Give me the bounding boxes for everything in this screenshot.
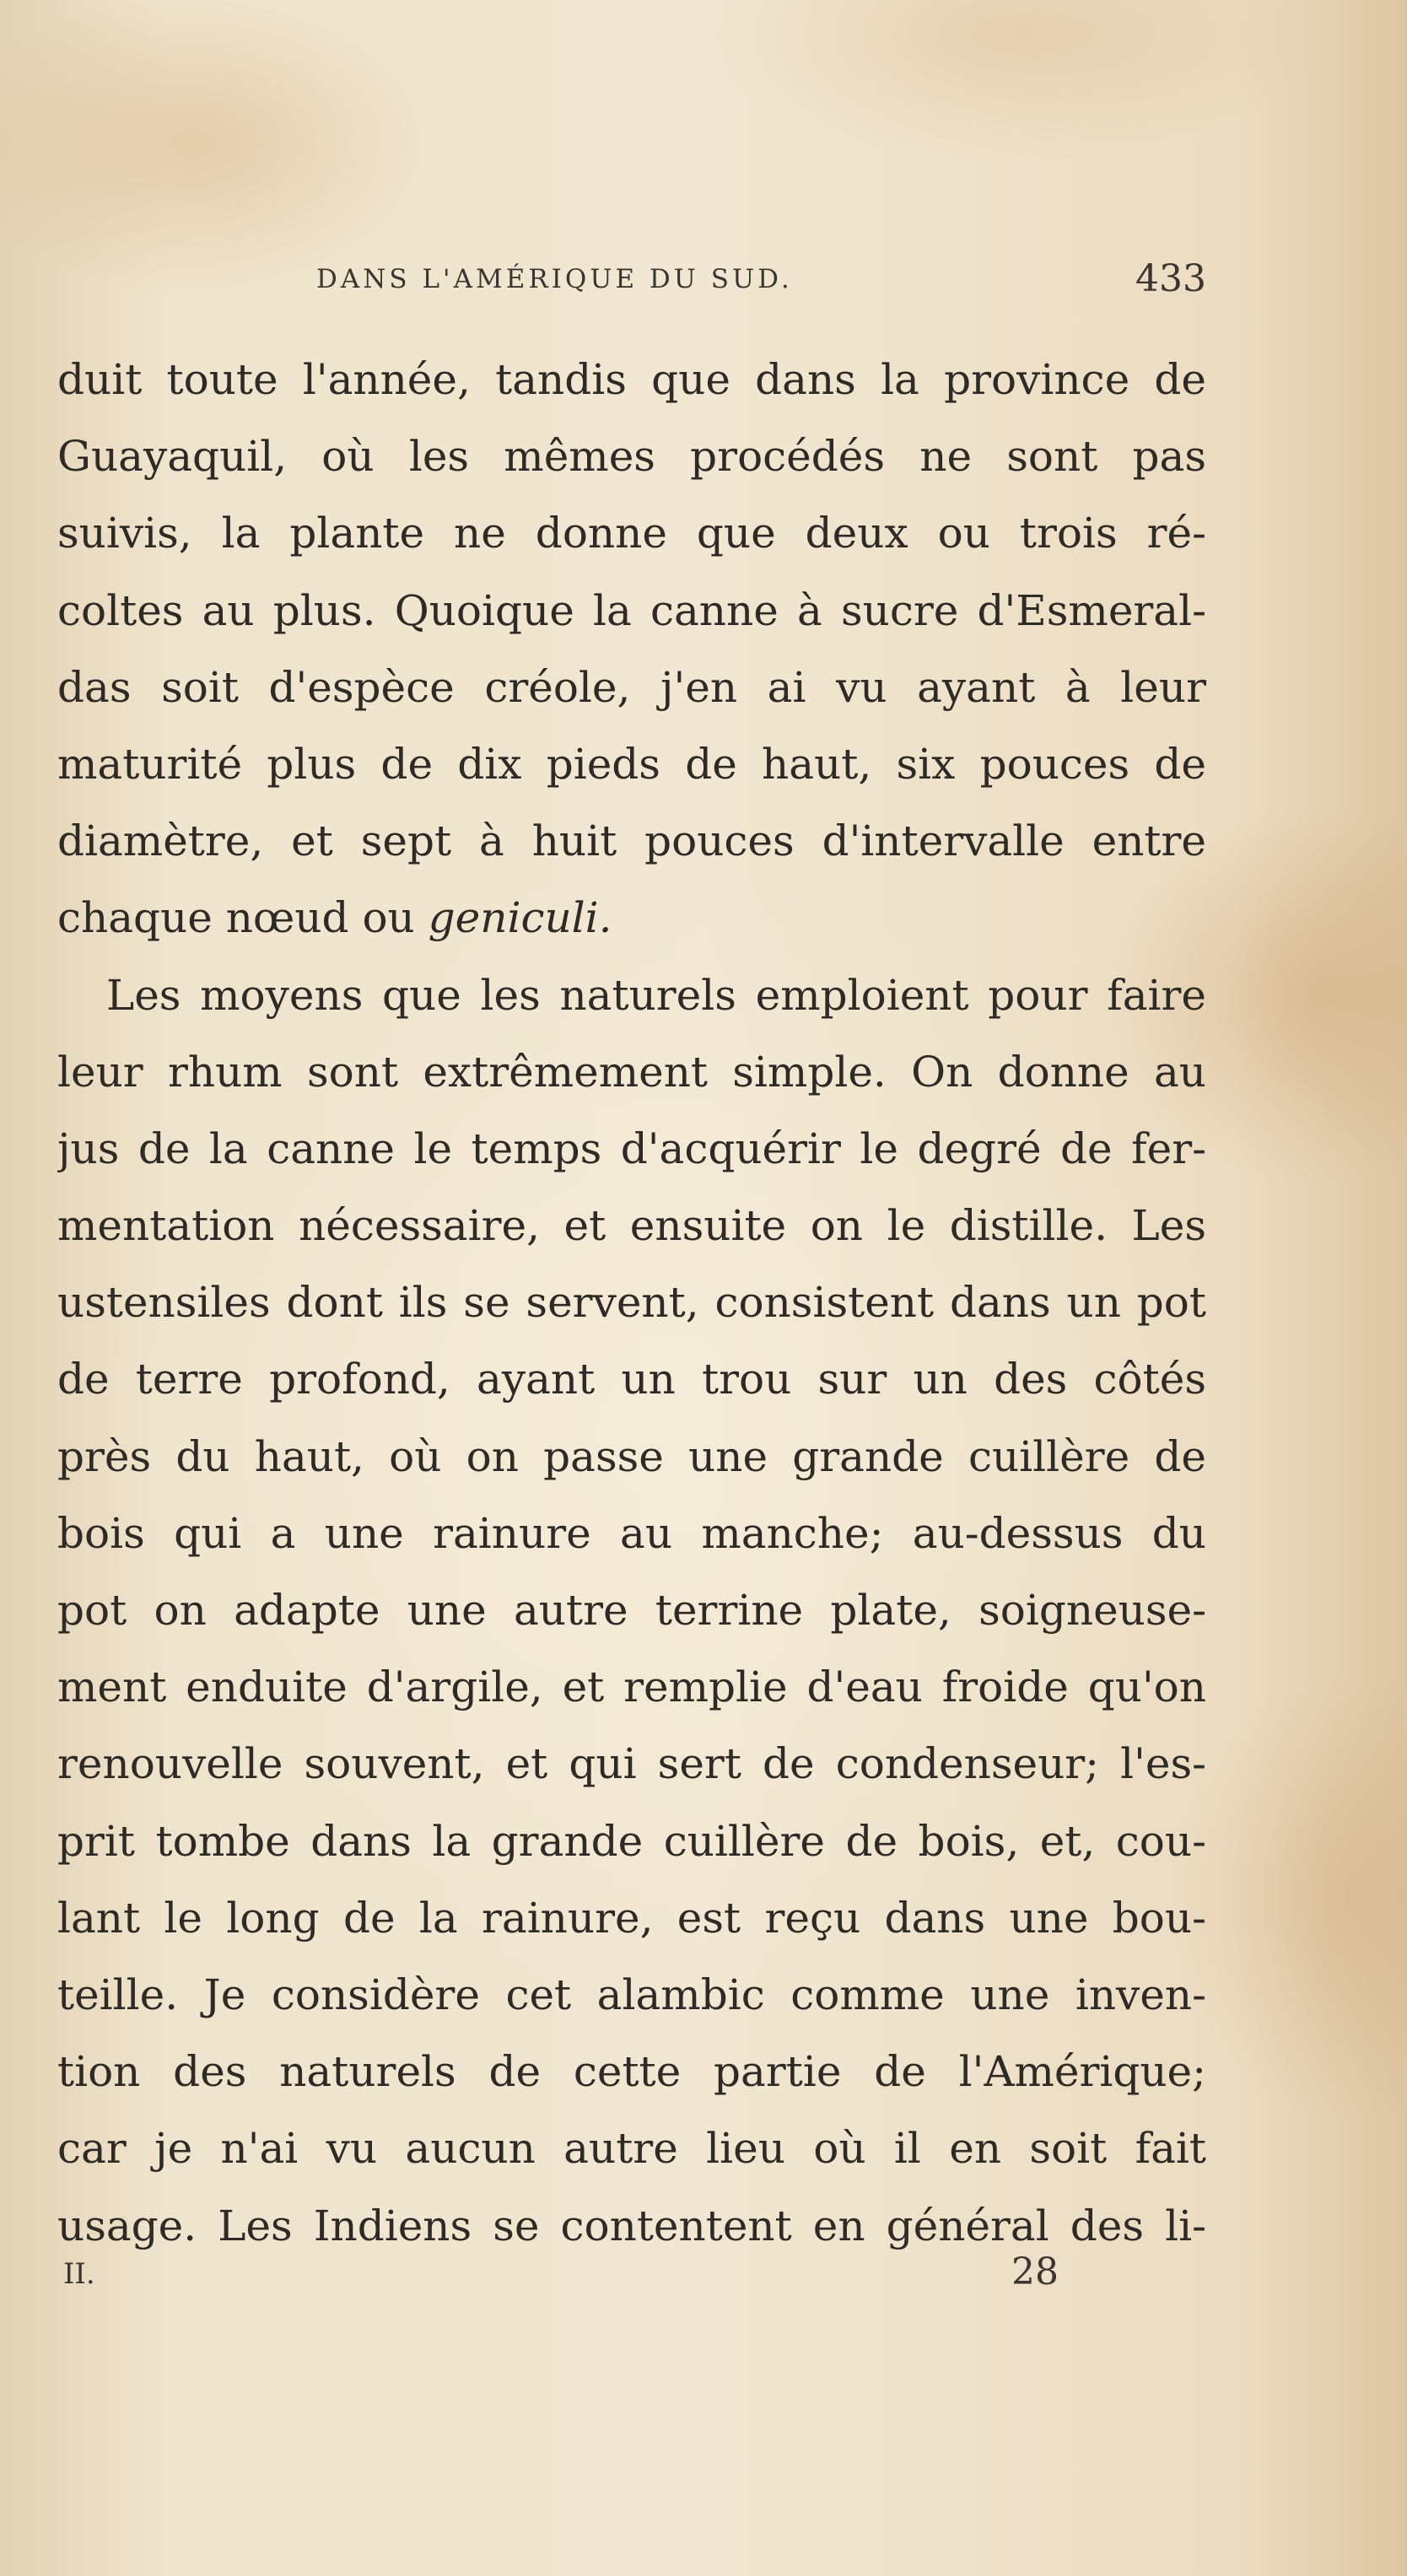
text-line-5: das soit d'espèce créole, j'en ai vu ayant à leur: [57, 662, 1206, 712]
text-line-8-main: chaque nœud ou: [57, 893, 415, 943]
page-header: [316, 257, 1206, 308]
text-line-6: maturité plus de dix pieds de haut, six pouces de: [57, 739, 1206, 789]
running-head: DANS L'AMÉRIQUE DU SUD.: [316, 264, 793, 294]
text-line-8: [57, 880, 1206, 957]
text-line-14: de terre profond, ayant un trou sur un des côtés: [57, 1355, 1206, 1404]
text-line-13: ustensiles dont ils se servent, consistent dans un pot: [57, 1278, 1206, 1328]
page-number: 433: [1135, 257, 1206, 300]
page-footer: [63, 2250, 1059, 2301]
text-line-1: duit toute l'année, tandis que dans la province de: [57, 355, 1206, 404]
text-line-18: ment enduite d'argile, et remplie d'eau froide qu'on: [57, 1663, 1206, 1712]
italic-term: geniculi.: [428, 893, 612, 943]
text-line-20: prit tombe dans la grande cuillère de bois, et, cou-: [57, 1816, 1206, 1866]
text-line-23: tion des naturels de cette partie de l'Amérique;: [57, 2047, 1206, 2097]
body-text: [57, 342, 1206, 2265]
text-line-15: près du haut, où on passe une grande cuillère de: [57, 1431, 1206, 1481]
text-line-4: coltes au plus. Quoique la canne à sucre d'Esmeral-: [57, 585, 1206, 635]
text-line-12: mentation nécessaire, et ensuite on le distille. Les: [57, 1201, 1206, 1251]
text-line-16: bois qui a une rainure au manche; au-dessus du: [57, 1508, 1206, 1558]
text-line-3: suivis, la plante ne donne que deux ou trois ré-: [57, 509, 1206, 558]
text-line-2: Guayaquil, où les mêmes procédés ne sont pas: [57, 432, 1206, 482]
sheet-number: 28: [1011, 2250, 1059, 2293]
text-line-17: pot on adapte une autre terrine plate, soigneuse-: [57, 1586, 1206, 1635]
paragraph-start-line: Les moyens que les naturels emploient pour faire: [106, 970, 1206, 1020]
text-line-21: lant le long de la rainure, est reçu dans une bou-: [57, 1893, 1206, 1943]
text-line-10: leur rhum sont extrêmement simple. On donne au: [57, 1047, 1206, 1097]
text-line-11: jus de la canne le temps d'acquérir le degré de fer-: [57, 1124, 1206, 1173]
signature-mark: II.: [63, 2257, 95, 2291]
text-line-19: renouvelle souvent, et qui sert de condenseur; l'es-: [57, 1739, 1206, 1789]
text-line-22: teille. Je considère cet alambic comme une inven-: [57, 1970, 1206, 2019]
text-line-24: car je n'ai vu aucun autre lieu où il en soit fait: [57, 2124, 1206, 2174]
text-line-25: usage. Les Indiens se contentent en général des li-: [57, 2201, 1206, 2250]
text-line-7: diamètre, et sept à huit pouces d'intervalle entre: [57, 816, 1206, 866]
